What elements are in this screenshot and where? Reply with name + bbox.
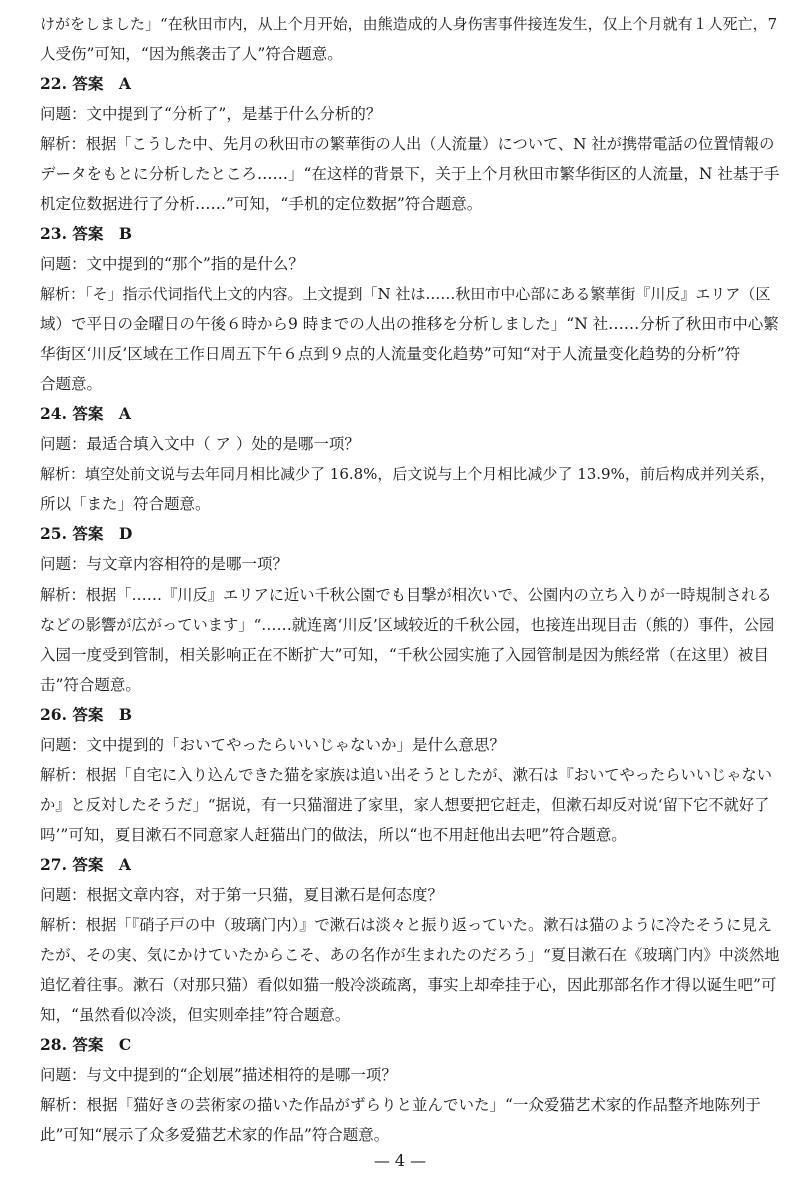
text-line: か』と反対したそうだ」“据说，有一只猫溜进了家里，家人想要把它赶走，但漱石却反对说‘留下它不就好了	[40, 796, 770, 814]
text-line: 解析：根据「『硝子戸の中（玻璃门内）』で漱石は淡々と振り返っていた。漱石は猫のように冷たそうに見え	[40, 916, 772, 934]
text-line: 入园一度受到管制，相关影响正在不断扩大”可知，“千秋公园实施了入园管制是因为熊经常（在这里）被目	[40, 646, 769, 664]
text-line: 吗’”可知，夏目漱石不同意家人赶猫出门的做法，所以“也不用赶他出去吧”符合题意。	[40, 826, 627, 844]
text-line: 击”符合题意。	[40, 676, 141, 694]
text-line: データをもとに分析したところ……」“在这样的背景下，关于上个月秋田市繁华街区的人流量，N 社基于手	[40, 165, 780, 183]
answer-heading: 28. 答案 C	[40, 1035, 132, 1054]
text-line: 问题：与文章内容相符的是哪一项？	[40, 555, 289, 573]
text-line: 解析：根据「……『川反』エリアに近い千秋公園でも目撃が相次いで、公園内の立ち入りが一時規制される	[40, 586, 772, 604]
text-line: 问题：文中提到了“分析了”，是基于什么分析的？	[40, 105, 382, 123]
text-line: などの影響が広がっています」“……就连离‘川反’区域较近的千秋公园，也接连出现目击（熊的）事件，公园	[40, 616, 775, 634]
answer-heading: 22. 答案 A	[40, 74, 131, 93]
answer-heading: 25. 答案 D	[40, 524, 133, 543]
text-line: 知，“虽然看似冷淡，但实则牵挂”符合题意。	[40, 1006, 351, 1024]
text-line: 追忆着往事。漱石（对那只猫）看似如猫一般冷淡疏离，事实上却牵挂于心，因此那部名作才得以诞生吧”可	[40, 976, 777, 994]
text-line: 此”可知“展示了众多爱猫艺术家的作品”符合题意。	[40, 1126, 390, 1144]
text-line: 问题：最适合填入文中（ ア ）处的是哪一项？	[40, 435, 360, 453]
text-line: 解析：根据「こうした中、先月の秋田市の繁華街の人出（人流量）について、N 社が携帯電話の位置情報の	[40, 135, 775, 153]
text-line: たが、その実、気にかけていたからこそ、あの名作が生まれたのだろう」“夏目漱石在《玻璃门内》中淡然地	[40, 946, 780, 964]
text-line: 人受伤”可知，“因为熊袭击了人”符合题意。	[40, 45, 343, 63]
text-line: 合题意。	[40, 375, 103, 393]
text-line: 解析：「そ」指示代词指代上文的内容。上文提到「N 社は……秋田市中心部にある繁華街『川反』エリア（区	[40, 285, 771, 303]
text-line: 域）で平日の金曜日の午後６時から9 時までの人出の推移を分析しました」“N 社……分析了秋田市中心繁	[40, 315, 779, 333]
answer-heading: 26. 答案 B	[40, 705, 132, 724]
page-number: — 4 —	[373, 1151, 427, 1170]
text-line: 解析：根据「猫好きの芸術家の描いた作品がずらりと並んでいた」“一众爱猫艺术家的作品整齐地陈列于	[40, 1096, 761, 1114]
answer-heading: 24. 答案 A	[40, 404, 131, 423]
text-line: 问题：文中提到的「おいてやったらいいじゃないか」是什么意思？	[40, 736, 506, 754]
text-line: 问题：根据文章内容，对于第一只猫，夏目漱石是何态度？	[40, 886, 444, 904]
text-line: 问题：文中提到的“那个”指的是什么？	[40, 255, 304, 273]
answer-heading: 23. 答案 B	[40, 224, 132, 243]
text-line: けがをしました」“在秋田市内，从上个月开始，由熊造成的人身伤害事件接连发生，仅上个月就有１人死亡，7	[40, 15, 778, 33]
text-line: 华街区‘川反’区域在工作日周五下午６点到９点的人流量变化趋势”可知“对于人流量变化趋势的分析”符	[40, 345, 741, 363]
text-line: 解析：根据「自宅に入り込んできた猫を家族は追い出そうとしたが、漱石は『おいてやったらいいじゃない	[40, 766, 772, 784]
text-line: 所以「また」符合题意。	[40, 495, 211, 513]
text-line: 解析：填空处前文说与去年同月相比减少了 16.8%，后文说与上个月相比减少了 13.9%，前后构成并列关系，	[40, 465, 775, 483]
text-line: 问题：与文中提到的“企划展”描述相符的是哪一项？	[40, 1066, 397, 1084]
text-line: 机定位数据进行了分析……”可知，“手机的定位数据”符合题意。	[40, 195, 483, 213]
answer-heading: 27. 答案 A	[40, 855, 131, 874]
